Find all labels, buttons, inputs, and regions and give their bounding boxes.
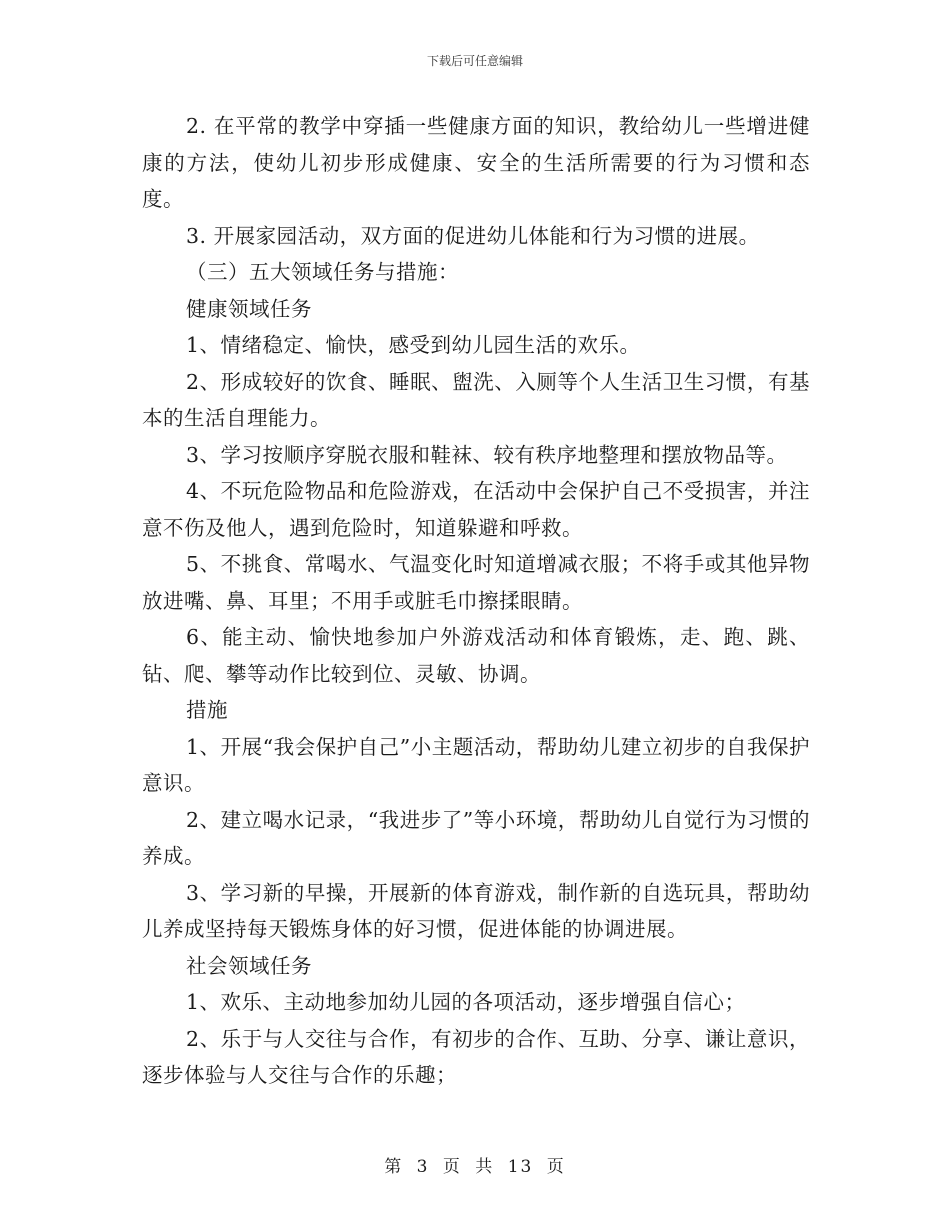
subsection-heading: 措施 [186,698,228,722]
paragraph: 3. 开展家园活动，双方面的促进幼儿体能和行为习惯的进展。 [186,223,760,248]
subsection-heading: 社会领域任务 [186,953,312,978]
paragraph: 1、欢乐、主动地参加幼儿园的各项活动，逐步增强自信心； [186,990,746,1014]
section-heading: （三）五大领域任务与措施： [186,260,459,284]
paragraph: 2、建立喝水记录，“我进步了”等小环境，帮助幼儿自觉行为习惯的养成。 [142,807,810,868]
paragraph: 3、学习按顺序穿脱衣服和鞋袜、较有秩序地整理和摆放物品等。 [186,442,788,467]
paragraph: 1、情绪稳定、愉快，感受到幼儿园生活的欢乐。 [186,333,641,357]
paragraph: 2. 在平常的教学中穿插一些健康方面的知识，教给幼儿一些增进健康的方法，使幼儿初步形成健康、安全的生活所需要的行为习惯和态度。 [142,114,810,211]
paragraph: 1、开展“我会保护自己”小主题活动，帮助幼儿建立初步的自我保护意识。 [142,734,810,795]
document-body [142,108,810,1094]
paragraph: 3、学习新的早操，开展新的体育游戏，制作新的自选玩具，帮助幼儿养成坚持每天锻炼身体的好习惯，促进体能的协调进展。 [142,880,810,941]
paragraph: 2、形成较好的饮食、睡眠、盥洗、入厕等个人生活卫生习惯，有基本的生活自理能力。 [142,369,810,430]
paragraph: 6、能主动、愉快地参加户外游戏活动和体育锻炼，走、跑、跳、钻、爬、攀等动作比较到位、灵敏、协调。 [142,625,810,686]
page-header: 下载后可任意编辑 [426,54,523,68]
paragraph: 4、不玩危险物品和危险游戏，在活动中会保护自己不受损害，并注意不伤及他人，遇到危险时，知道躲避和呼救。 [142,479,810,540]
subsection-heading: 健康领域任务 [186,296,312,321]
paragraph: 2、乐于与人交往与合作，有初步的合作、互助、分享、谦让意识，逐步体验与人交往与合作的乐趣； [142,1026,810,1087]
paragraph: 5、不挑食、常喝水、气温变化时知道增减衣服；不将手或其他异物放进嘴、鼻、耳里；不用手或脏毛巾擦揉眼睛。 [142,552,810,613]
page-footer: 第 3 页 共 13 页 [384,1157,566,1177]
